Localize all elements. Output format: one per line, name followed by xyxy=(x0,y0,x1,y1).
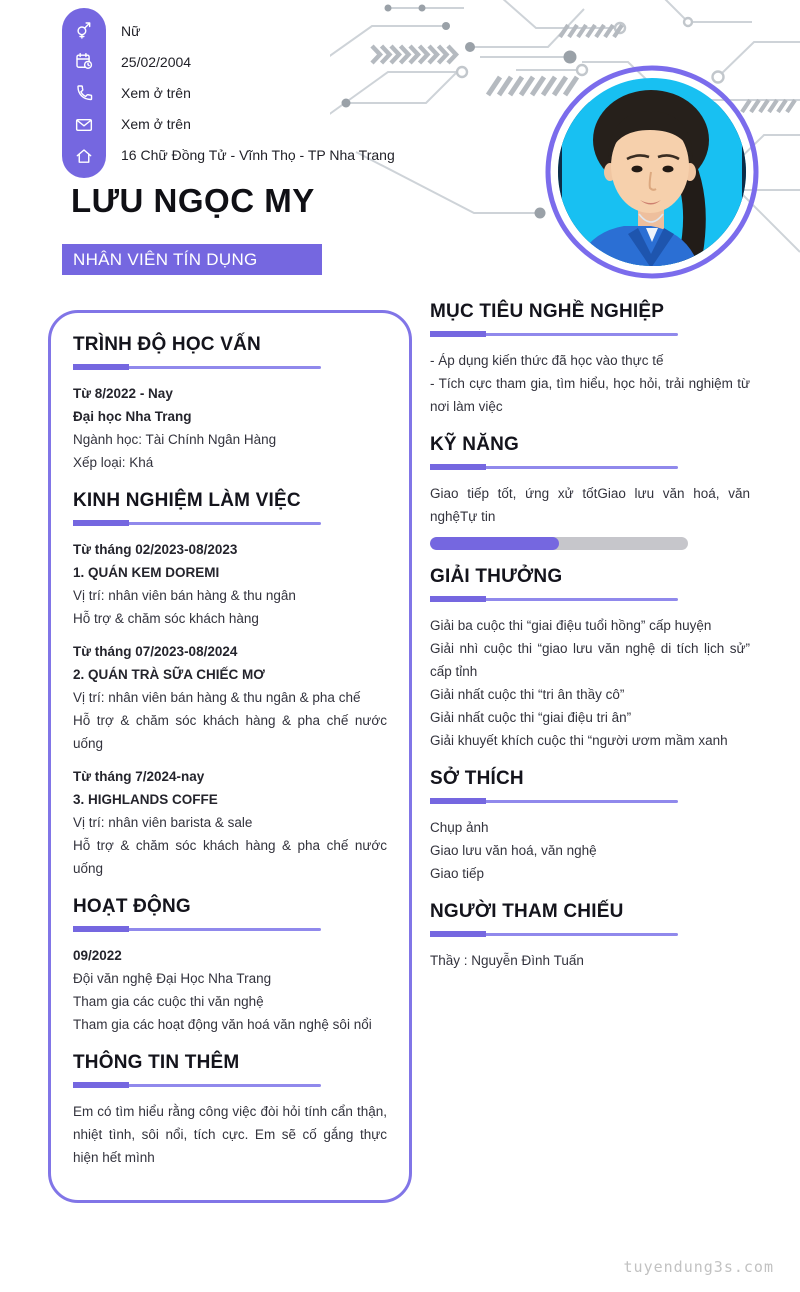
section-heading-additional: THÔNG TIN THÊM xyxy=(73,1052,240,1073)
job-title-label: NHÂN VIÊN TÍN DỤNG xyxy=(73,250,258,269)
section-heading-experience: KINH NGHIỆM LÀM VIỆC xyxy=(73,490,301,511)
section-heading-awards: GIẢI THƯỞNG xyxy=(430,566,563,587)
section-reference xyxy=(430,901,750,972)
award-item: Giải nhất cuộc thi “tri ân thầy cô” xyxy=(430,687,625,702)
section-underline xyxy=(430,931,678,937)
contact-item-gender: Nữ xyxy=(121,23,141,39)
job-detail: Vị trí: nhân viên bán hàng & thu ngân & pha chế xyxy=(73,690,361,705)
section-underline xyxy=(73,520,321,526)
phone-icon xyxy=(74,83,94,103)
contact-info xyxy=(62,8,395,178)
job-name: 2. QUÁN TRÀ SỮA CHIẾC MƠ xyxy=(73,667,265,682)
section-heading-hobbies: SỞ THÍCH xyxy=(430,768,524,789)
job-detail: Vị trí: nhân viên barista & sale xyxy=(73,815,253,830)
activity-period: 09/2022 xyxy=(73,948,122,963)
hobby-item: Giao tiếp xyxy=(430,866,485,881)
section-underline xyxy=(73,1082,321,1088)
contact-item-phone: Xem ở trên xyxy=(121,85,191,101)
education-period: Từ 8/2022 - Nay xyxy=(73,386,173,401)
objective-line: - Tích cực tham gia, tìm hiểu, học hỏi, trải nghiệm từ nơi làm việc xyxy=(430,376,750,414)
hobby-item: Chụp ảnh xyxy=(430,820,489,835)
experience-entry xyxy=(73,538,387,630)
job-detail: Hỗ trợ & chăm sóc khách hàng & pha chế nước uống xyxy=(73,713,387,751)
section-heading-reference: NGƯỜI THAM CHIẾU xyxy=(430,901,624,922)
job-period: Từ tháng 02/2023-08/2023 xyxy=(73,542,238,557)
job-detail: Vị trí: nhân viên bán hàng & thu ngân xyxy=(73,588,296,603)
skill-progress-bar xyxy=(430,537,688,550)
award-item: Giải nhất cuộc thi “giai điệu tri ân” xyxy=(430,710,632,725)
award-item: Giải ba cuộc thi “giai điệu tuổi hồng” cấp huyện xyxy=(430,618,712,633)
objective-line: - Áp dụng kiến thức đã học vào thực tế xyxy=(430,353,664,368)
education-rank: Xếp loại: Khá xyxy=(73,455,154,470)
section-underline xyxy=(430,331,678,337)
calendar-icon xyxy=(74,51,94,71)
contact-item-birthday: 25/02/2004 xyxy=(121,54,192,70)
award-item: Giải nhì cuộc thi “giao lưu văn nghệ di tích lịch sử” cấp tỉnh xyxy=(430,641,750,679)
home-icon xyxy=(74,146,94,166)
contact-item-email: Xem ở trên xyxy=(121,116,191,132)
section-activities xyxy=(73,896,387,1036)
section-heading-objective: MỤC TIÊU NGHỀ NGHIỆP xyxy=(430,301,665,322)
section-hobbies xyxy=(430,768,750,885)
section-underline xyxy=(430,596,678,602)
section-heading-skills: KỸ NĂNG xyxy=(430,434,520,455)
job-detail: Hỗ trợ & chăm sóc khách hàng xyxy=(73,611,259,626)
job-detail: Hỗ trợ & chăm sóc khách hàng & pha chế nước uống xyxy=(73,838,387,876)
contact-item-address: 16 Chữ Đồng Tử - Vĩnh Thọ - TP Nha Trang xyxy=(121,147,395,163)
activity-line: Đội văn nghệ Đại Học Nha Trang xyxy=(73,971,272,986)
candidate-name: LƯU NGỌC MY xyxy=(71,182,315,219)
section-objective xyxy=(430,301,750,418)
experience-entry xyxy=(73,765,387,880)
section-underline xyxy=(73,364,321,370)
job-title-badge xyxy=(62,244,322,275)
section-education xyxy=(73,334,387,474)
hobby-item: Giao lưu văn hoá, văn nghệ xyxy=(430,843,597,858)
award-item: Giải khuyết khích cuộc thi “người ươm mầm xanh xyxy=(430,733,728,748)
right-column xyxy=(430,301,750,972)
activity-line: Tham gia các cuộc thi văn nghệ xyxy=(73,994,264,1009)
reference-name: Thầy : Nguyễn Đình Tuấn xyxy=(430,953,584,968)
contact-icon-bar xyxy=(62,8,106,178)
section-underline xyxy=(73,926,321,932)
section-awards xyxy=(430,566,750,752)
left-panel xyxy=(48,310,412,1203)
job-period: Từ tháng 7/2024-nay xyxy=(73,769,205,784)
section-underline xyxy=(430,464,678,470)
skills-text: Giao tiếp tốt, ứng xử tốtGiao lưu văn hoá, văn nghệTự tin xyxy=(430,486,750,524)
mail-icon xyxy=(74,115,94,135)
education-major: Ngành học: Tài Chính Ngân Hàng xyxy=(73,432,277,447)
section-experience xyxy=(73,490,387,880)
section-additional-info xyxy=(73,1052,387,1169)
experience-entry xyxy=(73,640,387,755)
contact-text-list xyxy=(121,8,395,178)
section-heading-activities: HOẠT ĐỘNG xyxy=(73,896,191,917)
section-heading-education: TRÌNH ĐỘ HỌC VẤN xyxy=(73,334,261,355)
section-underline xyxy=(430,798,678,804)
gender-icon xyxy=(74,20,94,40)
activity-line: Tham gia các hoạt động văn hoá văn nghệ sôi nổi xyxy=(73,1017,372,1032)
skill-progress-fill xyxy=(430,537,559,550)
job-name: 1. QUÁN KEM DOREMI xyxy=(73,565,220,580)
additional-text: Em có tìm hiểu rằng công việc đòi hỏi tính cẩn thận, nhiệt tình, sôi nổi, tích cực. Em sẽ cố gắng thực hiện hết mình xyxy=(73,1104,387,1165)
profile-photo xyxy=(542,62,762,282)
job-period: Từ tháng 07/2023-08/2024 xyxy=(73,644,238,659)
education-school: Đại học Nha Trang xyxy=(73,409,192,424)
section-skills xyxy=(430,434,750,550)
job-name: 3. HIGHLANDS COFFE xyxy=(73,792,218,807)
site-watermark: tuyendung3s.com xyxy=(623,1258,774,1276)
